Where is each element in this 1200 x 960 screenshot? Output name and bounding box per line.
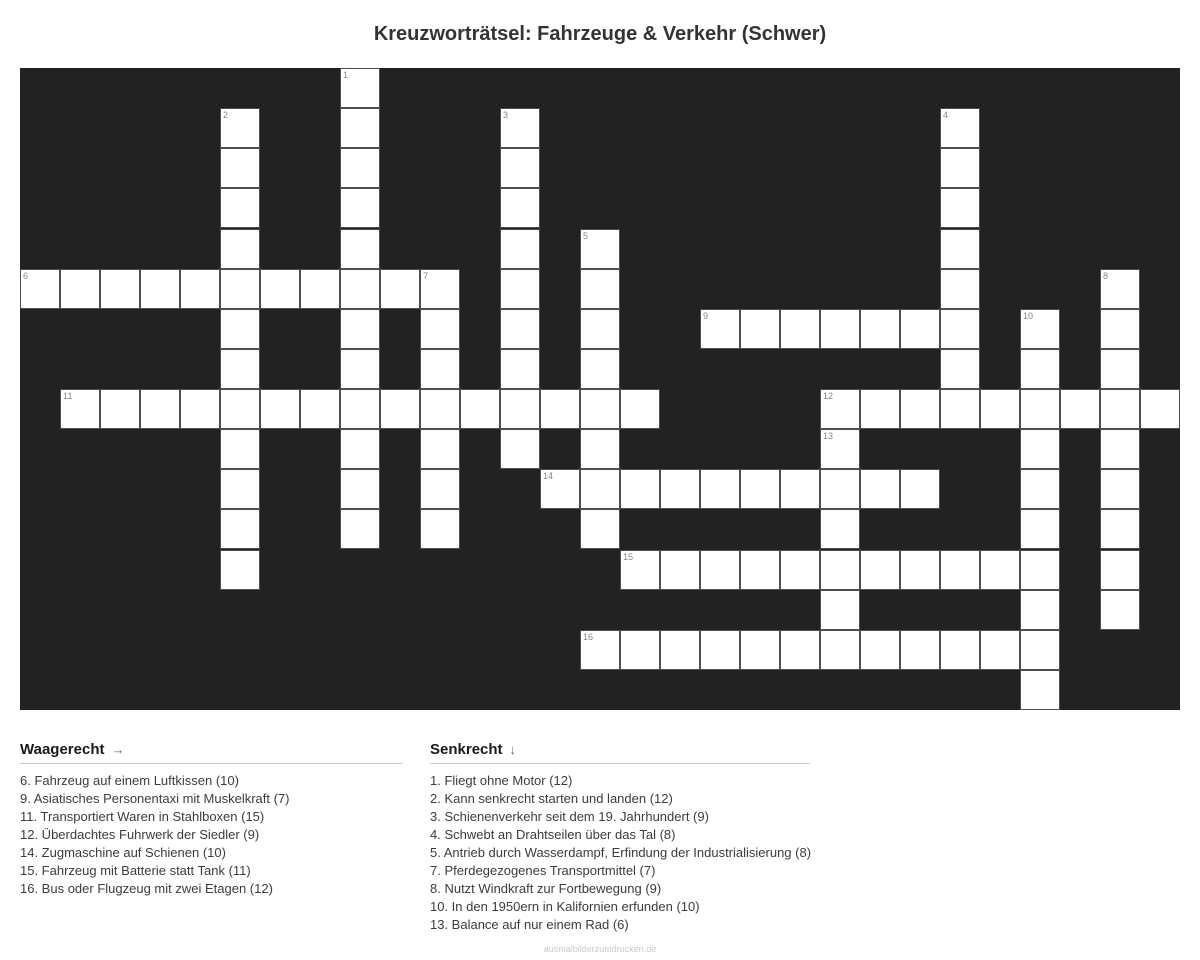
grid-cell[interactable] [940,148,980,188]
cell-number: 6 [23,270,29,281]
grid-cell[interactable] [1020,670,1060,710]
grid-cell[interactable] [220,108,260,148]
grid-cell[interactable] [940,550,980,590]
grid-cell[interactable] [340,389,380,429]
grid-cell[interactable] [820,550,860,590]
clue-item: 6. Fahrzeug auf einem Luftkissen (10) [20,773,239,788]
grid-cell[interactable] [100,389,140,429]
grid-cell[interactable] [860,309,900,349]
grid-cell[interactable] [220,389,260,429]
grid-cell[interactable] [220,148,260,188]
cell-number: 12 [823,391,834,401]
grid-cell[interactable] [660,469,700,509]
grid-cell[interactable] [860,630,900,670]
grid-cell[interactable] [700,309,740,349]
grid-cell[interactable] [500,429,540,469]
cell-number: 1 [343,70,349,80]
grid-cell[interactable] [180,269,220,309]
grid-cell[interactable] [860,469,900,509]
clue-item: 8. Nutzt Windkraft zur Fortbewegung (9) [430,881,662,896]
grid-cell[interactable] [1140,389,1180,429]
grid-cell[interactable] [900,469,940,509]
grid-cell[interactable] [580,349,620,389]
grid-cell[interactable] [1020,429,1060,469]
down-heading-label: Senkrecht [430,741,503,758]
grid-cell[interactable] [340,429,380,469]
grid-cell[interactable] [140,269,180,309]
grid-cell[interactable] [500,269,540,309]
grid-cell[interactable] [500,389,540,429]
grid-cell[interactable] [580,229,620,269]
grid-cell[interactable] [340,148,380,188]
cell-number: 7 [423,270,429,281]
grid-cell[interactable] [900,550,940,590]
grid-cell[interactable] [60,389,100,429]
cell-number: 14 [543,471,554,482]
grid-cell[interactable] [500,229,540,269]
grid-cell[interactable] [220,188,260,228]
across-clues-section [20,742,403,898]
grid-cell[interactable] [820,469,860,509]
grid-cell[interactable] [940,389,980,429]
grid-cell[interactable] [740,309,780,349]
grid-cell[interactable] [700,630,740,670]
clue-item: 12. Überdachtes Fuhrwerk der Siedler (9) [20,827,260,842]
grid-cell[interactable] [220,269,260,309]
grid-cell[interactable] [580,429,620,469]
grid-cell[interactable] [420,469,460,509]
grid-cell[interactable] [740,469,780,509]
grid-cell[interactable] [500,309,540,349]
grid-cell[interactable] [780,550,820,590]
grid-cell[interactable] [820,429,860,469]
grid-cell[interactable] [220,509,260,549]
grid-cell[interactable] [940,108,980,148]
grid-cell[interactable] [580,630,620,670]
grid-cell[interactable] [220,469,260,509]
grid-cell[interactable] [460,389,500,429]
grid-cell[interactable] [60,269,100,309]
grid-cell[interactable] [1100,309,1140,349]
grid-cell[interactable] [820,389,860,429]
grid-cell[interactable] [980,630,1020,670]
grid-cell[interactable] [780,469,820,509]
grid-cell[interactable] [820,309,860,349]
grid-cell[interactable] [1020,630,1060,670]
across-clue-list [20,772,403,898]
clue-item: 11. Transportiert Waren in Stahlboxen (15) [20,809,265,824]
grid-cell[interactable] [340,68,380,108]
grid-cell[interactable] [340,309,380,349]
grid-cell[interactable] [780,630,820,670]
grid-cell[interactable] [580,509,620,549]
grid-cell[interactable] [300,389,340,429]
grid-cell[interactable] [1060,389,1100,429]
grid-cell[interactable] [620,630,660,670]
grid-cell[interactable] [420,429,460,469]
grid-cell[interactable] [1100,590,1140,630]
grid-cell[interactable] [980,550,1020,590]
down-arrow-icon: ↓ [509,742,517,757]
grid-cell[interactable] [1100,550,1140,590]
grid-cell[interactable] [580,309,620,349]
grid-cell[interactable] [420,269,460,309]
grid-cell[interactable] [500,148,540,188]
grid-cell[interactable] [220,550,260,590]
grid-cell[interactable] [340,349,380,389]
grid-cell[interactable] [1020,389,1060,429]
grid-cell[interactable] [860,550,900,590]
grid-cell[interactable] [1020,349,1060,389]
clue-item: 9. Asiatisches Personentaxi mit Muskelkraft (7) [20,791,290,806]
down-clues-section [430,742,810,934]
across-heading-label: Waagerecht [20,741,105,758]
grid-cell[interactable] [740,630,780,670]
grid-cell[interactable] [700,550,740,590]
clue-item: 1. Fliegt ohne Motor (12) [430,773,573,788]
grid-cell[interactable] [1100,509,1140,549]
grid-cell[interactable] [1100,269,1140,309]
across-arrow-icon: → [111,742,125,757]
grid-cell[interactable] [340,108,380,148]
grid-cell[interactable] [820,509,860,549]
grid-cell[interactable] [740,550,780,590]
grid-cell[interactable] [340,469,380,509]
grid-cell[interactable] [500,108,540,148]
page-title: Kreuzworträtsel: Fahrzeuge & Verkehr (Schwer) [373,23,827,45]
grid-cell[interactable] [340,269,380,309]
grid-cell[interactable] [1100,349,1140,389]
grid-cell[interactable] [620,550,660,590]
grid-cell[interactable] [100,269,140,309]
grid-cell[interactable] [940,349,980,389]
grid-cell[interactable] [700,469,740,509]
grid-cell[interactable] [1020,309,1060,349]
clue-item: 14. Zugmaschine auf Schienen (10) [20,845,226,860]
grid-cell[interactable] [260,389,300,429]
grid-cell[interactable] [220,429,260,469]
cell-number: 8 [1103,270,1109,281]
grid-cell[interactable] [500,188,540,228]
grid-cell[interactable] [620,389,660,429]
grid-cell[interactable] [940,630,980,670]
grid-cell[interactable] [820,630,860,670]
clue-item: 4. Schwebt an Drahtseilen über das Tal (8) [430,827,676,842]
cell-number: 5 [583,230,589,241]
grid-cell[interactable] [1020,590,1060,630]
clue-item: 2. Kann senkrecht starten und landen (12) [430,791,673,806]
grid-cell[interactable] [580,469,620,509]
grid-cell[interactable] [500,349,540,389]
crossword-grid [20,68,1180,710]
clue-item: 15. Fahrzeug mit Batterie statt Tank (11) [20,863,251,878]
grid-cell[interactable] [340,229,380,269]
watermark: ausmalbilderzumdrucken.de [543,944,657,954]
grid-cell[interactable] [900,309,940,349]
grid-cell[interactable] [580,269,620,309]
grid-cell[interactable] [140,389,180,429]
grid-cell[interactable] [940,188,980,228]
grid-cell[interactable] [1100,389,1140,429]
cell-number: 2 [223,110,229,121]
cell-number: 13 [823,431,834,442]
clue-item: 5. Antrieb durch Wasserdampf, Erfindung der Industrialisierung (8) [430,845,812,860]
grid-cell[interactable] [220,349,260,389]
grid-cell[interactable] [940,229,980,269]
grid-cell[interactable] [980,389,1020,429]
grid-cell[interactable] [780,309,820,349]
grid-cell[interactable] [420,389,460,429]
grid-cell[interactable] [1100,429,1140,469]
down-clue-list [430,772,810,934]
grid-cell[interactable] [220,229,260,269]
grid-cell[interactable] [940,269,980,309]
cell-number: 4 [943,110,949,121]
grid-cell[interactable] [660,550,700,590]
grid-cell[interactable] [580,389,620,429]
clue-item: 10. In den 1950ern in Kalifornien erfunden (10) [430,899,700,914]
down-heading [430,742,810,764]
across-heading [20,742,403,764]
grid-cell[interactable] [180,389,220,429]
clue-item: 7. Pferdegezogenes Transportmittel (7) [430,863,656,878]
grid-cell[interactable] [540,469,580,509]
grid-cell[interactable] [260,269,300,309]
grid-cell[interactable] [860,389,900,429]
clue-item: 13. Balance auf nur einem Rad (6) [430,917,629,932]
grid-cell[interactable] [20,269,60,309]
grid-cell[interactable] [820,590,860,630]
cell-number: 3 [503,110,509,121]
cell-number: 15 [623,551,634,562]
grid-cell[interactable] [1020,469,1060,509]
grid-cell[interactable] [420,309,460,349]
grid-cell[interactable] [420,509,460,549]
grid-cell[interactable] [940,309,980,349]
grid-cell[interactable] [1100,469,1140,509]
grid-cell[interactable] [1020,550,1060,590]
grid-cell[interactable] [220,309,260,349]
grid-cell[interactable] [1020,509,1060,549]
cell-number: 11 [63,391,73,401]
grid-cell[interactable] [420,349,460,389]
grid-cell[interactable] [380,269,420,309]
cell-number: 16 [583,631,594,642]
grid-cell[interactable] [540,389,580,429]
cell-number: 10 [1023,310,1034,321]
grid-cell[interactable] [660,630,700,670]
grid-cell[interactable] [620,469,660,509]
grid-cell[interactable] [340,188,380,228]
cell-number: 9 [703,310,709,321]
grid-cell[interactable] [380,389,420,429]
clue-item: 3. Schienenverkehr seit dem 19. Jahrhundert (9) [430,809,709,824]
grid-cell[interactable] [300,269,340,309]
grid-cell[interactable] [900,630,940,670]
clue-item: 16. Bus oder Flugzeug mit zwei Etagen (12) [20,881,273,896]
grid-cell[interactable] [900,389,940,429]
grid-cell[interactable] [340,509,380,549]
